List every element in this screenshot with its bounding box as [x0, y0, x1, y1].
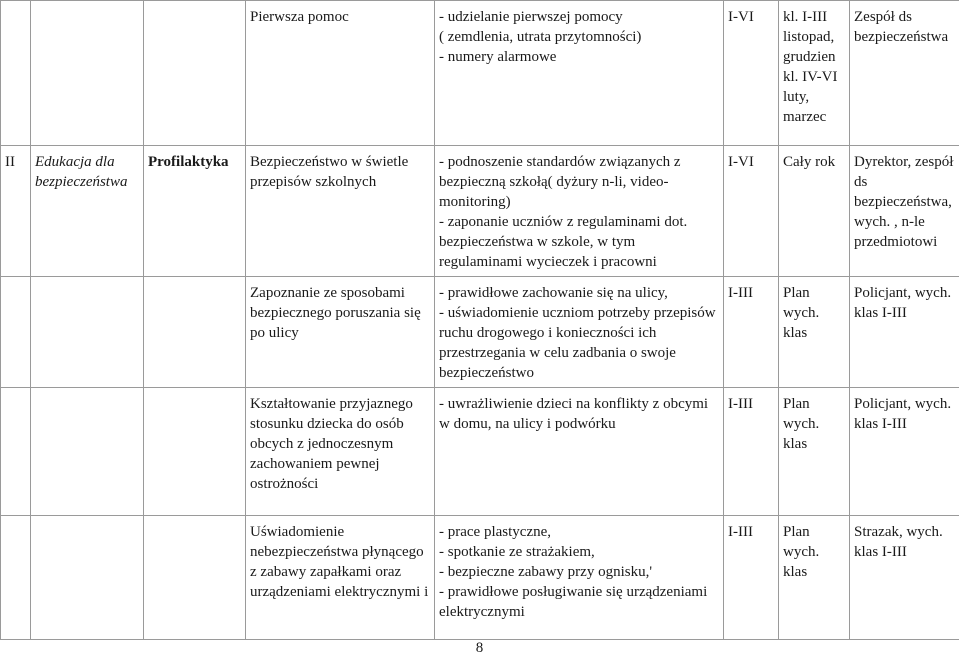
task-line: - udzielanie pierwszej pomocy — [439, 9, 623, 25]
page-number: 8 — [475, 640, 484, 656]
topic-cell: Zapoznanie ze sposobami bezpiecznego poruszania się po ulicy — [246, 277, 435, 388]
table-row — [1, 516, 959, 640]
tasks-cell — [435, 1, 724, 146]
kind-cell — [144, 277, 246, 388]
row-number — [1, 277, 31, 388]
date-cell: kl. I-III listopad, grudzien kl. IV-VI luty, marzec — [779, 1, 850, 146]
row-number — [1, 516, 31, 640]
task-line: - prawidłowe posługiwanie się urządzeniami elektrycznymi — [439, 584, 708, 620]
classes-cell: I-VI — [724, 146, 779, 277]
table-row — [1, 388, 959, 516]
classes-cell: I-III — [724, 277, 779, 388]
topic-cell: Uświadomienie nebezpieczeństwa płynącego z zabawy zapałkami oraz urządzeniami elektrycznymi i — [246, 516, 435, 640]
kind-cell — [144, 1, 246, 146]
table-row — [1, 146, 959, 277]
area-cell — [31, 277, 144, 388]
task-line: - numery alarmowe — [439, 49, 557, 65]
date-cell: Cały rok — [779, 146, 850, 277]
task-line: - podnoszenie standardów związanych z bezpieczną szkołą( dyżury n-li, video-monitoring) — [439, 154, 681, 210]
area-cell — [31, 516, 144, 640]
task-line: ( zemdlenia, utrata przytomności) — [439, 29, 642, 45]
row-number: II — [1, 146, 31, 277]
kind-cell — [144, 516, 246, 640]
area-cell — [31, 1, 144, 146]
responsible-cell: Policjant, wych. klas I-III — [850, 388, 959, 516]
date-cell: Plan wych. klas — [779, 516, 850, 640]
kind-cell — [144, 388, 246, 516]
responsible-cell: Strazak, wych. klas I-III — [850, 516, 959, 640]
tasks-cell — [435, 516, 724, 640]
responsible-cell: Policjant, wych. klas I-III — [850, 277, 959, 388]
area-cell — [31, 388, 144, 516]
task-line: - prawidłowe zachowanie się na ulicy, — [439, 285, 668, 301]
topic-cell: Bezpieczeństwo w świetle przepisów szkolnych — [246, 146, 435, 277]
row-number — [1, 388, 31, 516]
topic-cell: Kształtowanie przyjaznego stosunku dziecka do osób obcych z jednoczesnym zachowaniem pewnej ostrożności — [246, 388, 435, 516]
tasks-cell — [435, 146, 724, 277]
tasks-cell — [435, 388, 724, 516]
classes-cell: I-III — [724, 388, 779, 516]
date-cell: Plan wych. klas — [779, 388, 850, 516]
row-number — [1, 1, 31, 146]
responsible-cell: Dyrektor, zespół ds bezpieczeństwa, wych. , n-le przedmiotowi — [850, 146, 959, 277]
task-line: - uwrażliwienie dzieci na konflikty z obcymi w domu, na ulicy i podwórku — [439, 396, 709, 432]
task-line: - bezpieczne zabawy przy ognisku,' — [439, 564, 653, 580]
task-line: - uświadomienie uczniom potrzeby przepisów ruchu drogowego i konieczności ich przestrzegania w celu zadbania o swoje bezpieczeństwo — [439, 305, 716, 381]
topic-cell: Pierwsza pomoc — [246, 1, 435, 146]
table-row — [1, 1, 959, 146]
kind-cell: Profilaktyka — [144, 146, 246, 277]
task-line: - zaponanie uczniów z regulaminami dot. bezpieczeństwa w szkole, w tym regulaminami wycieczek i pracowni — [439, 214, 688, 270]
task-line: - prace plastyczne, — [439, 524, 552, 540]
date-cell: Plan wych. klas — [779, 277, 850, 388]
table-row — [1, 277, 959, 388]
tasks-cell — [435, 277, 724, 388]
task-line: - spotkanie ze strażakiem, — [439, 544, 595, 560]
classes-cell: I-VI — [724, 1, 779, 146]
responsible-cell: Zespół ds bezpieczeństwa — [850, 1, 959, 146]
classes-cell: I-III — [724, 516, 779, 640]
area-cell: Edukacja dla bezpieczeństwa — [31, 146, 144, 277]
